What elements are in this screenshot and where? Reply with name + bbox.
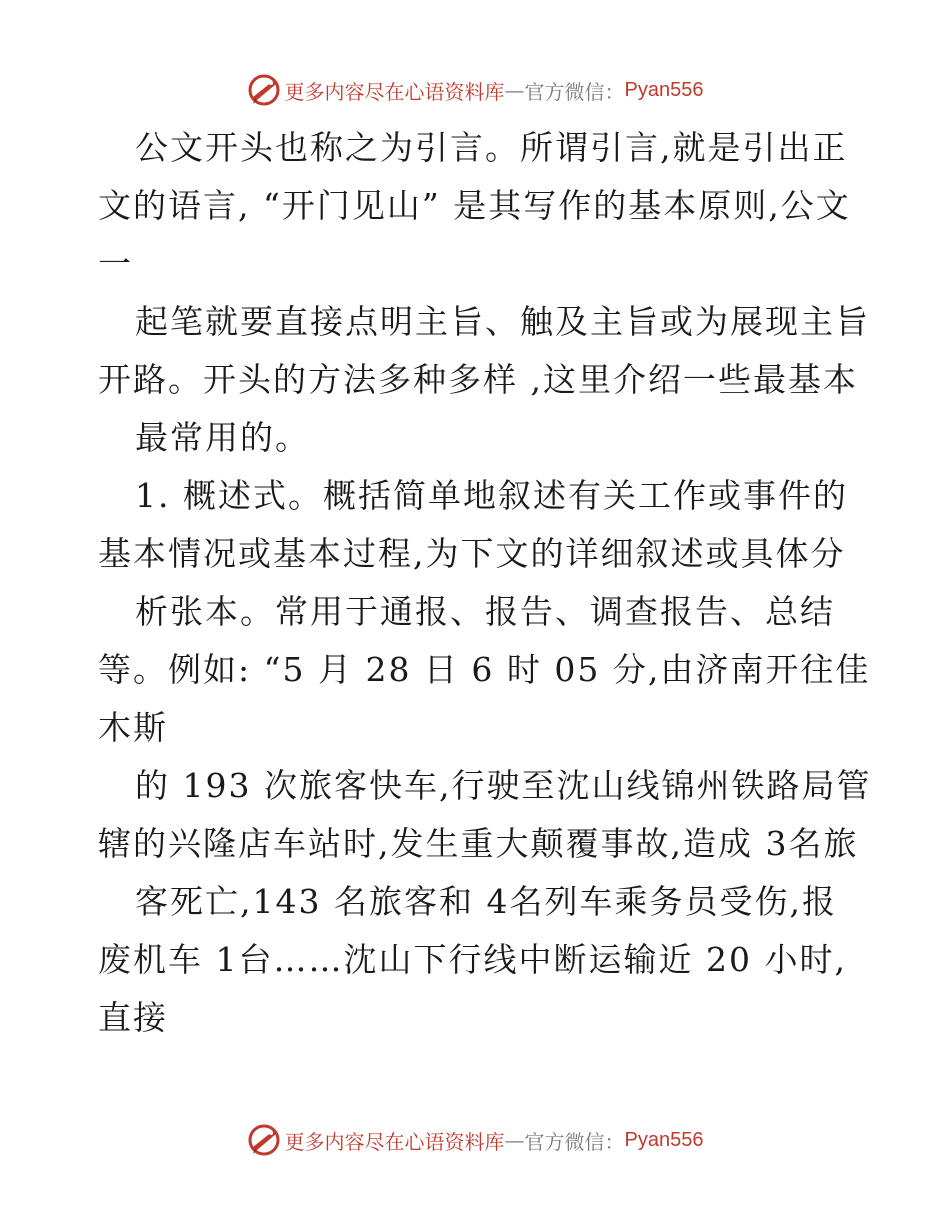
paragraph-line: 客死亡,143 名旅客和 4名列车乘务员受伤,报 [135, 882, 837, 921]
paragraph-line: 最常用的。 [135, 418, 310, 457]
paragraph-line: 基本情况或基本过程,为下文的详细叙述或具体分 [98, 534, 846, 573]
pen-logo-icon [247, 1123, 281, 1157]
paragraph-line: 直接 [98, 998, 168, 1037]
banner-official-label: 官方微信： [524, 79, 625, 104]
paragraph-line: 的 193 次旅客快车,行驶至沈山线锦州铁路局管 [135, 766, 872, 805]
paragraph-line: 辖的兴隆店车站时,发生重大颠覆事故,造成 3名旅 [98, 824, 859, 863]
banner-wechat-id: Pyan556 [624, 1128, 704, 1151]
header-banner [0, 70, 950, 110]
paragraph-line: 开路。开头的方法多种多样 ,这里介绍一些最基本 [98, 360, 858, 399]
banner-dash: — [504, 1128, 525, 1152]
paragraph-line: 公文开头也称之为引言。所谓引言,就是引出正 [135, 128, 848, 167]
banner-dash: — [504, 78, 525, 102]
banner-wechat-id: Pyan556 [624, 78, 704, 101]
pen-logo-icon [247, 73, 281, 107]
banner-site-text: 更多内容尽在心语资料库 [284, 1129, 505, 1154]
paragraph-line: 文的语言, “开门见山” 是其写作的基本原则,公文 [98, 186, 851, 225]
banner-site-text: 更多内容尽在心语资料库 [284, 79, 505, 104]
paragraph-line: 一 [98, 244, 133, 283]
paragraph-line: 起笔就要直接点明主旨、触及主旨或为展现主旨 [135, 302, 870, 341]
paragraph-line: 1. 概述式。概括简单地叙述有关工作或事件的 [135, 476, 848, 515]
footer-banner [0, 1120, 950, 1160]
paragraph-line: 析张本。常用于通报、报告、调查报告、总结 [135, 592, 835, 631]
paragraph-line: 废机车 1台……沈山下行线中断运输近 20 小时, [98, 940, 847, 979]
paragraph-line: 等。例如: “5 月 28 日 6 时 05 分,由济南开往佳 [98, 650, 871, 689]
paragraph-line: 木斯 [98, 708, 168, 747]
banner-official-label: 官方微信： [524, 1129, 625, 1154]
